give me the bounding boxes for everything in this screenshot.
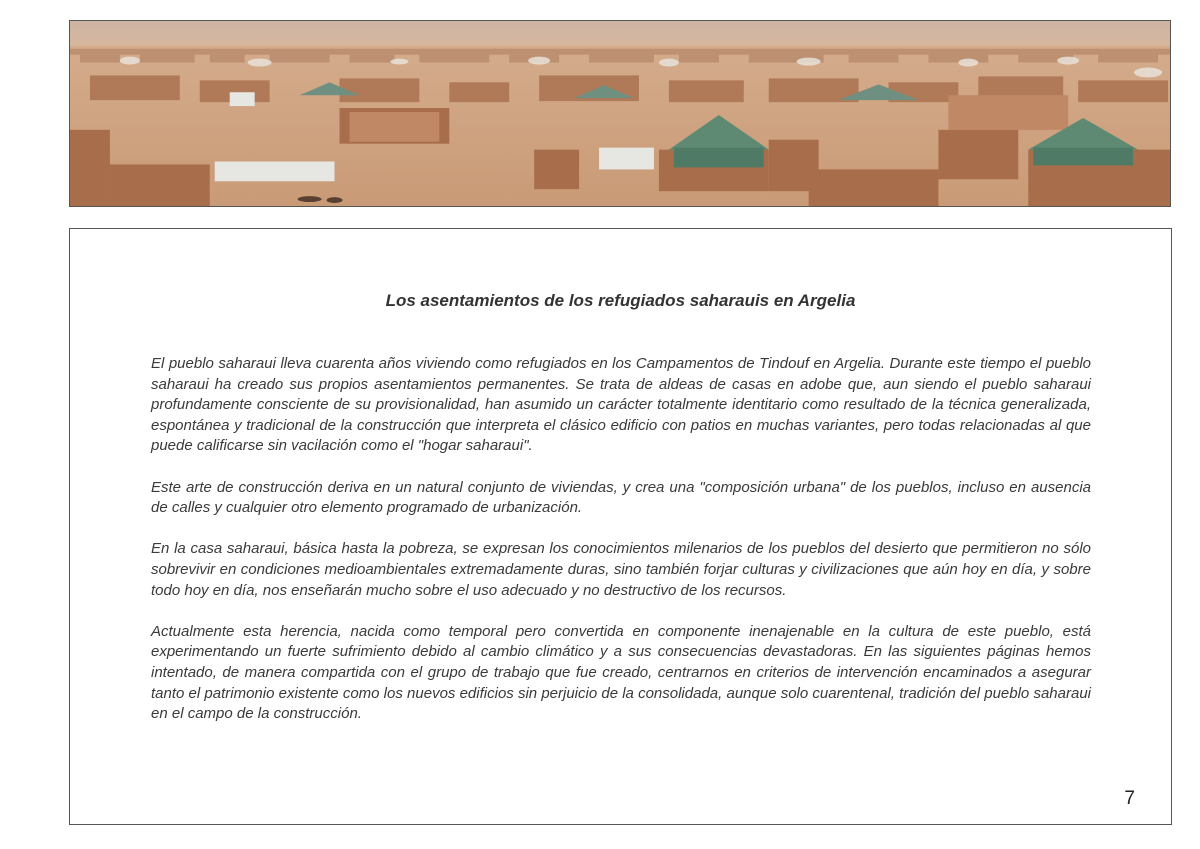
- article-title: Los asentamientos de los refugiados saharauis en Argelia: [385, 291, 856, 310]
- paragraph: Este arte de construcción deriva en un natural conjunto de viviendas, y crea una "composición urbana" de los pueblos, incluso en ausencia de calles y cualquier otro elemento programado de urbanización.: [151, 478, 1091, 517]
- header-photo: [69, 20, 1171, 207]
- text-panel: [69, 228, 1172, 825]
- paragraph: En la casa saharaui, básica hasta la pobreza, se expresan los conocimientos milenarios de los pueblos del desierto que permitieron no sólo sobrevivir en condiciones medioambientales extremadamente duras, sino también forjar culturas y civilizaciones que aún hoy en día, y sobre todo hoy en día, nos enseñarán mucho sobre el uso adecuado y no destructivo de los recursos.: [151, 540, 1091, 599]
- paragraph: Actualmente esta herencia, nacida como temporal pero convertida en componente inenajenable en la cultura de este pueblo, está experimentando un fuerte sufrimiento debido al cambio climático y a sus consecuencias devastadoras. En las siguientes páginas hemos intentado, de manera compartida con el grupo de trabajo que fue creado, centrarnos en criterios de intervención encaminados a asegurar tanto el patrimonio existente como los nuevos edificios sin perjuicio de la consolidada, aunque solo cuarentenal, tradición del pueblo saharaui en el campo de la construcción.: [151, 622, 1091, 723]
- page-number: 7: [1124, 788, 1135, 809]
- paragraph: El pueblo saharaui lleva cuarenta años viviendo como refugiados en los Campamentos de Tindouf en Argelia. Durante este tiempo el pueblo saharaui ha creado sus propios asentamientos permanentes. Se trata de aldeas de casas en adobe que, aun siendo el pueblo saharaui profundamente consciente de su provisionalidad, han asumido un carácter totalmente identitario como resultado de la técnica generalizada, espontánea y tradicional de la construcción que interpreta el clásico edificio con patios en muchas variantes, pero todas relacionadas al que puede calificarse sin vacilación como el "hogar saharaui".: [151, 355, 1091, 455]
- article-body: [151, 354, 1091, 745]
- refugee-camp-image: [70, 21, 1170, 206]
